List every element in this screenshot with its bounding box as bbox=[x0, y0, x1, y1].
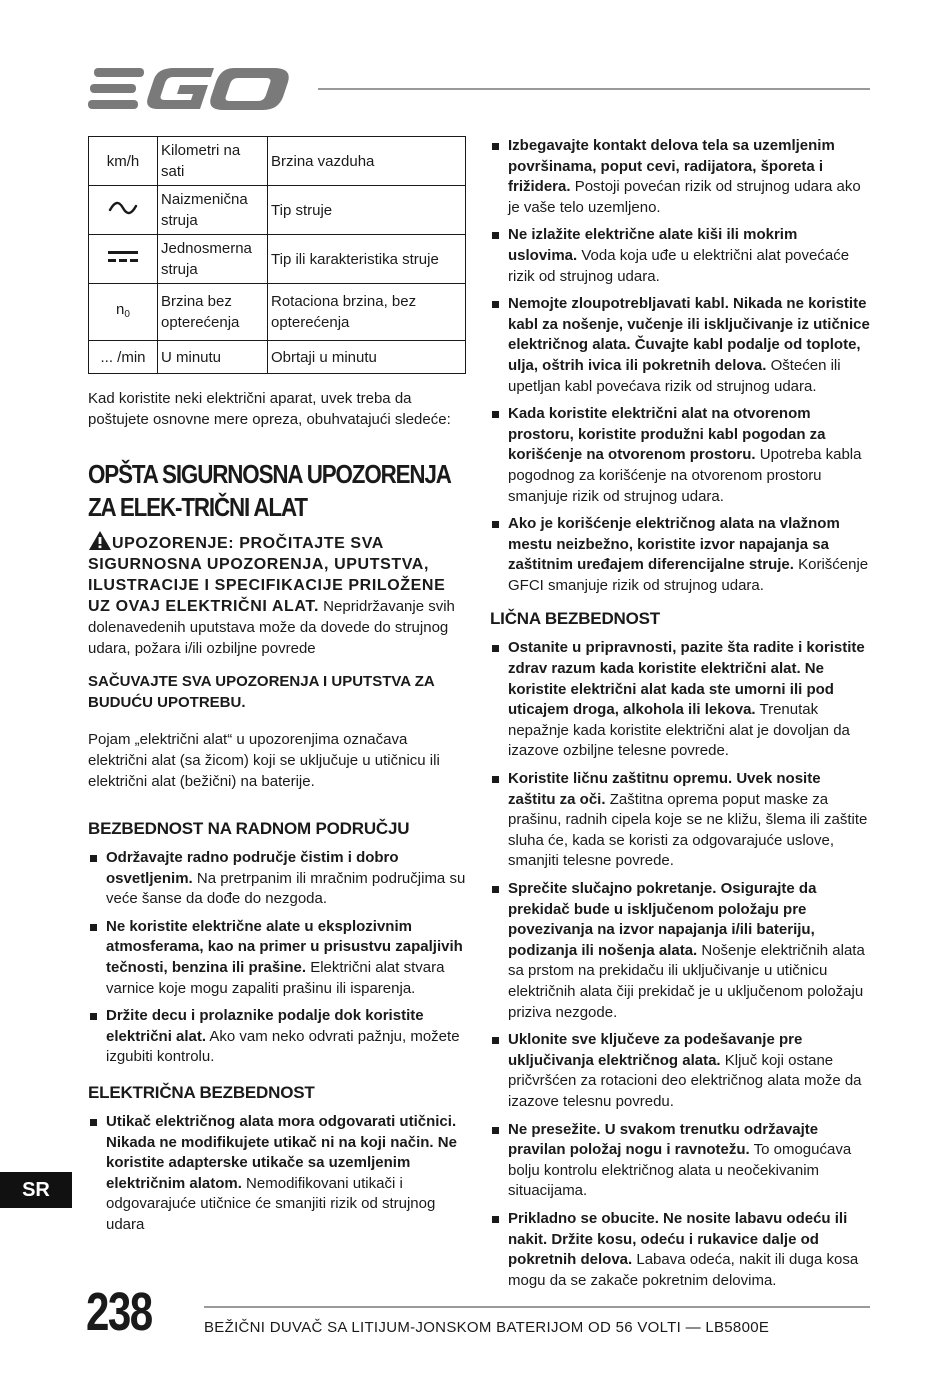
item-text: Nemodifikovani utikači i odgovarajuće utičnice će smanjiti rizik od strujnog udara bbox=[106, 1174, 436, 1233]
list-item bbox=[490, 404, 870, 507]
warning-triangle-icon bbox=[88, 530, 112, 551]
item-text: Nošenje električnih alata sa prstom na prekidaču ili uključivanje u utičnicu električnih alata čiji prekidač je u uključenom položaju priziva nezgode. bbox=[508, 941, 865, 1021]
list-item bbox=[490, 1030, 870, 1112]
symbol-name: Kilometri na sati bbox=[158, 137, 268, 186]
list-item bbox=[490, 514, 870, 596]
item-bold: Utikač električnog alata mora odgovarati utičnici. Nikada ne modifikujete utikač ni na koji način. Ne koristite adapterske utikače sa uzemljenim električnim alatom. bbox=[106, 1112, 457, 1192]
list-item bbox=[490, 225, 870, 287]
footer-rule bbox=[204, 1306, 870, 1308]
section-title-electrical: ELEKTRIČNA BEZBEDNOST bbox=[88, 1082, 315, 1102]
ego-logo bbox=[88, 66, 298, 112]
table-row bbox=[89, 186, 466, 235]
item-bold: Ostanite u pripravnosti, pazite šta radite i koristite zdrav razum kada koristite električni alat. Ne koristite električni alat kada ste umorni ili pod uticajem droga, alkohola ili lekova. bbox=[508, 639, 865, 719]
item-text: To omogućava bolju kontrolu električnog alata u neočekivanim situacijama. bbox=[508, 1141, 852, 1200]
symbol-meaning: Obrtaji u minutu bbox=[268, 341, 466, 374]
item-text: Oštećen ili upetljan kabl povećava rizik od strujnog udara. bbox=[508, 356, 841, 395]
list-item bbox=[490, 769, 870, 872]
list-item bbox=[88, 917, 466, 999]
symbol-cell: km/h bbox=[89, 137, 158, 186]
item-bold: Koristite ličnu zaštitnu opremu. Uvek nosite zaštitu za oči. bbox=[508, 770, 821, 808]
symbol-cell bbox=[89, 284, 158, 341]
electrical-list-right bbox=[490, 136, 870, 596]
direct-current-icon bbox=[107, 250, 139, 264]
symbol-name: Jednosmerna struja bbox=[158, 235, 268, 284]
item-bold: Ako je korišćenje električnog alata na vlažnom mestu neizbežno, koristite izvor napajanja sa zaštitnim uređajem diferencijalne struje. bbox=[508, 515, 840, 574]
symbol-cell bbox=[89, 235, 158, 284]
list-item bbox=[490, 879, 870, 1023]
warning-paragraph bbox=[88, 530, 466, 659]
symbol-subscript: 0 bbox=[124, 309, 130, 320]
left-column bbox=[88, 136, 466, 1243]
symbol-meaning: Rotaciona brzina, bez opterećenja bbox=[268, 284, 466, 341]
table-row bbox=[89, 284, 466, 341]
language-tab: SR bbox=[0, 1172, 72, 1208]
table-row bbox=[89, 235, 466, 284]
table-row bbox=[89, 137, 466, 186]
item-bold: Izbegavajte kontakt delova tela sa uzemljenim površinama, poput cevi, radijatora, šporeta i frižidera. bbox=[508, 137, 835, 196]
item-text: Labava odeća, nakit ili duga kosa mogu da se zakače pokretnim delovima. bbox=[508, 1251, 859, 1289]
main-heading: OPŠTA SIGURNOSNA UPOZORENJA ZA ELEK-TRIČNI ALAT bbox=[88, 459, 450, 522]
item-bold: Nemojte zloupotrebljavati kabl. Nikada ne koristite kabl za nošenje, vučenje ili isključivanje iz utičnice električnog alata. Čuvajte kabl podalje od toplote, ulja, oštrih ivica ili pokretnih delova. bbox=[508, 295, 870, 374]
item-text: Postoji povećan rizik od strujnog udara ako je vaše telo uzemljeno. bbox=[508, 178, 861, 216]
section-title-personal: LIČNA BEZBEDNOST bbox=[490, 609, 660, 629]
item-text: Voda koja uđe u električni alat povećaće rizik od strujnog udara. bbox=[508, 246, 850, 285]
alternating-current-icon bbox=[108, 201, 138, 215]
save-note: SAČUVAJTE SVA UPOZORENJA I UPUTSTVA ZA BUDUĆU UPOTREBU. bbox=[88, 673, 435, 711]
symbol-name: U minutu bbox=[158, 341, 268, 374]
symbol-meaning: Brzina vazduha bbox=[268, 137, 466, 186]
table-row bbox=[89, 341, 466, 374]
item-text: Ako vam neko odvrati pažnju, možete izgubiti kontrolu. bbox=[106, 1027, 460, 1066]
list-item bbox=[88, 1006, 466, 1068]
warning-lead: UPOZORENJE: PROČITAJTE SVA SIGURNOSNA UPOZORENJA, UPUTSTVA, ILUSTRACIJE I SPECIFIKACIJE PRILOŽENE UZ OVAJ ELEKTRIČNI ALAT. bbox=[88, 535, 446, 615]
list-item bbox=[88, 848, 466, 910]
intro-text: Kad koristite neki električni aparat, uvek treba da poštujete osnovne mere opreza, obuhvatajući sledeće: bbox=[88, 390, 451, 428]
page-number: 238 bbox=[86, 1282, 152, 1342]
item-bold: Ne izlažite električne alate kiši ili mokrim uslovima. bbox=[508, 226, 798, 264]
item-text: Ključ koji ostane pričvršćen za rotacioni deo električnog alata može da izazove telesnu povredu. bbox=[508, 1051, 862, 1110]
item-bold: Sprečite slučajno pokretanje. Osigurajte da prekidač bude u isključenom položaju pre povezivanja na izvor napajanja i/ili bateriju, podizanja ili nošenja alata. bbox=[508, 880, 817, 959]
symbol-name: Naizmenična struja bbox=[158, 186, 268, 235]
list-item bbox=[490, 294, 870, 397]
footer-title: BEŽIČNI DUVAČ SA LITIJUM-JONSKOM BATERIJOM OD 56 VOLTI — LB5800E bbox=[204, 1319, 770, 1336]
item-bold: Održavajte radno područje čistim i dobro osvetljenim. bbox=[106, 849, 399, 887]
symbol-cell bbox=[89, 186, 158, 235]
item-bold: Prikladno se obucite. Ne nosite labavu odeću ili nakit. Držite kosu, odeću i rukavice dalje od pokretnih delova. bbox=[508, 1209, 848, 1269]
item-text: Trenutak nepažnje kada koristite električni alat je dovoljan da izazove ozbiljne telesne povrede. bbox=[508, 701, 850, 760]
item-bold: Uklonite sve ključeve za podešavanje pre uključivanja električnog alata. bbox=[508, 1031, 803, 1069]
list-item bbox=[490, 1120, 870, 1202]
personal-list bbox=[490, 638, 870, 1291]
electrical-list-left bbox=[88, 1112, 466, 1236]
symbol-cell: ... /min bbox=[89, 341, 158, 374]
symbol-name: Brzina bez opterećenja bbox=[158, 284, 268, 341]
item-text: Upotreba kabla pogodnog za korišćenje na otvorenom prostoru smanjuje rizik od strujnog udara. bbox=[508, 446, 862, 505]
item-bold: Ne koristite električne alate u eksplozivnim atmosferama, kao na primer u prisustvu zapaljivih tečnosti, benzina ili prašine. bbox=[106, 917, 463, 976]
item-bold: Kada koristite električni alat na otvorenom prostoru, koristite produžni kabl pogodan za korišćenje na otvorenom prostoru. bbox=[508, 405, 826, 464]
term-note: Pojam „električni alat“ u upozorenjima označava električni alat (sa žicom) koji se uključuje u utičnicu ili električni alat (bežični) na baterije. bbox=[88, 731, 440, 790]
header-rule bbox=[318, 88, 870, 90]
symbol-meaning: Tip struje bbox=[268, 186, 466, 235]
list-item bbox=[88, 1112, 466, 1236]
item-bold: Ne presežite. U svakom trenutku održavajte pravilan položaj nogu i ravnotežu. bbox=[508, 1120, 819, 1159]
symbol-n: n bbox=[116, 301, 125, 318]
warning-body: Nepridržavanje svih dolenavedenih uputstava može da dovede do strujnog udara, požara i/ili ozbiljne povrede bbox=[88, 598, 455, 657]
right-column bbox=[490, 136, 870, 1298]
item-text: Korišćenje GFCI smanjuje rizik od strujnog udara. bbox=[508, 556, 869, 594]
list-item bbox=[490, 638, 870, 762]
item-text: Na pretrpanim ili mračnim područjima su veće šanse da dođe do nezgoda. bbox=[106, 869, 466, 908]
item-bold: Držite decu i prolaznike podalje dok koristite električni alat. bbox=[106, 1007, 424, 1045]
symbol-meaning: Tip ili karakteristika struje bbox=[268, 235, 466, 284]
section-title-work-area: BEZBEDNOST NA RADNOM PODRUČJU bbox=[88, 819, 410, 838]
item-text: Električni alat stvara varnice koje mogu zapaliti prašinu ili isparenja. bbox=[106, 958, 445, 997]
symbols-table bbox=[88, 136, 466, 374]
list-item bbox=[490, 1209, 870, 1291]
work-area-list bbox=[88, 848, 466, 1068]
list-item bbox=[490, 136, 870, 218]
item-text: Zaštitna oprema poput maske za prašinu, radnih cipela koje se ne kližu, šlema ili zaštite sluha će, kada se koristi za odgovarajuće uslove, smanjiti telesne povrede. bbox=[508, 790, 868, 870]
